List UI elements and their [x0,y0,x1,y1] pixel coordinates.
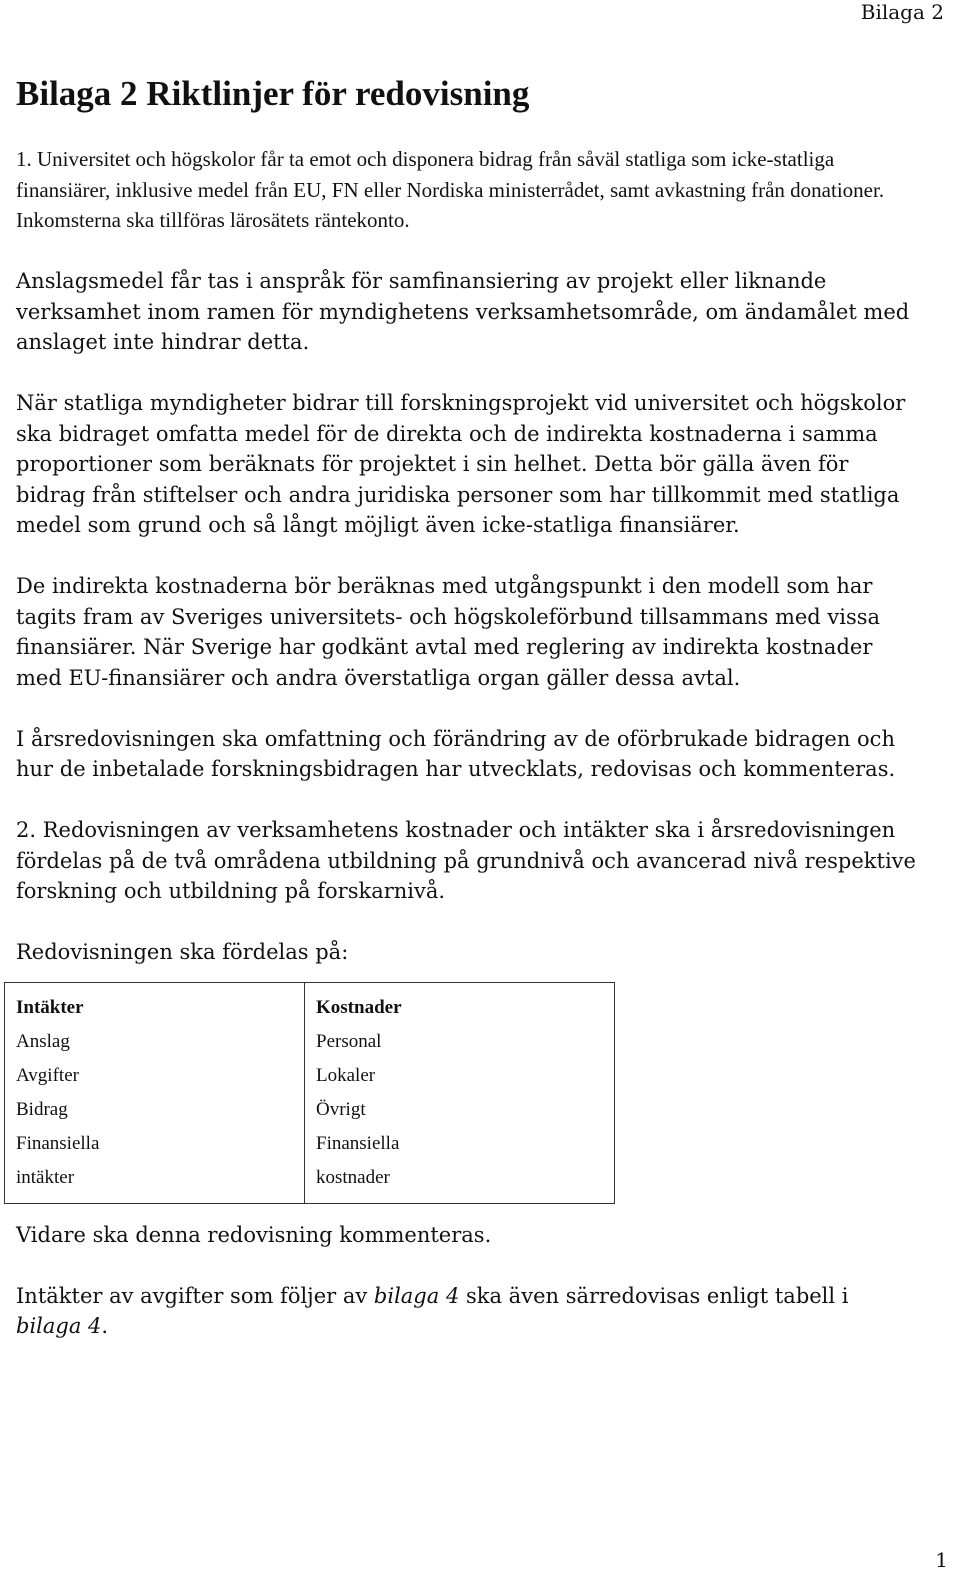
paragraph-5: I årsredovisningen ska omfattning och förändring av de oförbrukade bidragen och hur de inbetalade forskningsbidragen har utvecklats, redovisas och kommenteras. [16,726,896,781]
costs-item: kostnader [316,1166,390,1188]
income-header: Intäkter [16,996,84,1018]
costs-column [305,982,615,1203]
bilaga-4-reference: bilaga 4 [16,1314,102,1338]
costs-item: Lokaler [316,1064,376,1086]
paragraph-8: Vidare ska denna redovisning kommenteras. [16,1222,492,1247]
costs-item: Finansiella [316,1132,400,1154]
income-item: Bidrag [16,1098,68,1120]
income-costs-table [4,982,615,1204]
income-column [5,982,305,1203]
closing-text-2: ska även särredovisas enligt tabell i [459,1283,849,1308]
closing-text-3: . [101,1314,109,1338]
closing-text-1: Intäkter av avgifter som följer av [16,1283,374,1308]
paragraph-4: De indirekta kostnaderna bör beräknas med utgångspunkt i den modell som har tagits fram av Sveriges universitets- och högskoleförbund tillsammans med vissa finansiärer. När Sverige har godkänt avtal med reglering av indirekta kostnader med EU-finansiärer och andra överstatliga organ gäller dessa avtal. [16,574,881,690]
page-title: Bilaga 2 Riktlinjer för redovisning [16,74,530,113]
paragraph-3: När statliga myndigheter bidrar till forskningsprojekt vid universitet och högskolor ska bidraget omfatta medel för de direkta och de indirekta kostnaderna i samma proportioner som beräknats för projektet i sin helhet. Detta bör gälla även för bidrag från stiftelser och andra juridiska personer som har tillkommit med statliga medel som grund och så långt möjligt även icke-statliga finansiärer. [16,391,906,537]
paragraph-6: 2. Redovisningen av verksamhetens kostnader och intäkter ska i årsredovisningen fördelas på de två områdena utbildning på grundnivå och avancerad nivå respektive forskning och utbildning på forskarnivå. [16,818,916,903]
running-header: Bilaga 2 [860,0,944,24]
paragraph-1: 1. Universitet och högskolor får ta emot och disponera bidrag från såväl statliga som icke-statliga finansiärer, inklusive medel från EU, FN eller Nordiska ministerrådet, samt avkastning från donationer. Inkomsterna ska tillföras lärosätets räntekonto. [16,147,885,232]
document-body [16,144,916,1372]
paragraph-7: Redovisningen ska fördelas på: [16,940,349,964]
costs-header: Kostnader [316,996,402,1018]
income-item: Anslag [16,1030,70,1052]
income-item: Finansiella [16,1132,100,1154]
income-item: Avgifter [16,1064,79,1086]
table-row [5,982,615,1203]
income-item: intäkter [16,1166,75,1188]
bilaga-4-reference: bilaga 4 [373,1283,460,1308]
costs-item: Övrigt [316,1098,366,1120]
page-number: 1 [935,1548,948,1572]
table-wrapper [4,982,916,1204]
costs-item: Personal [316,1030,382,1052]
paragraph-closing [16,1281,916,1342]
paragraph-2: Anslagsmedel får tas i anspråk för samfinansiering av projekt eller liknande verksamhet inom ramen för myndighetens verksamhetsområde, om ändamålet med anslaget inte hindrar detta. [16,269,910,354]
